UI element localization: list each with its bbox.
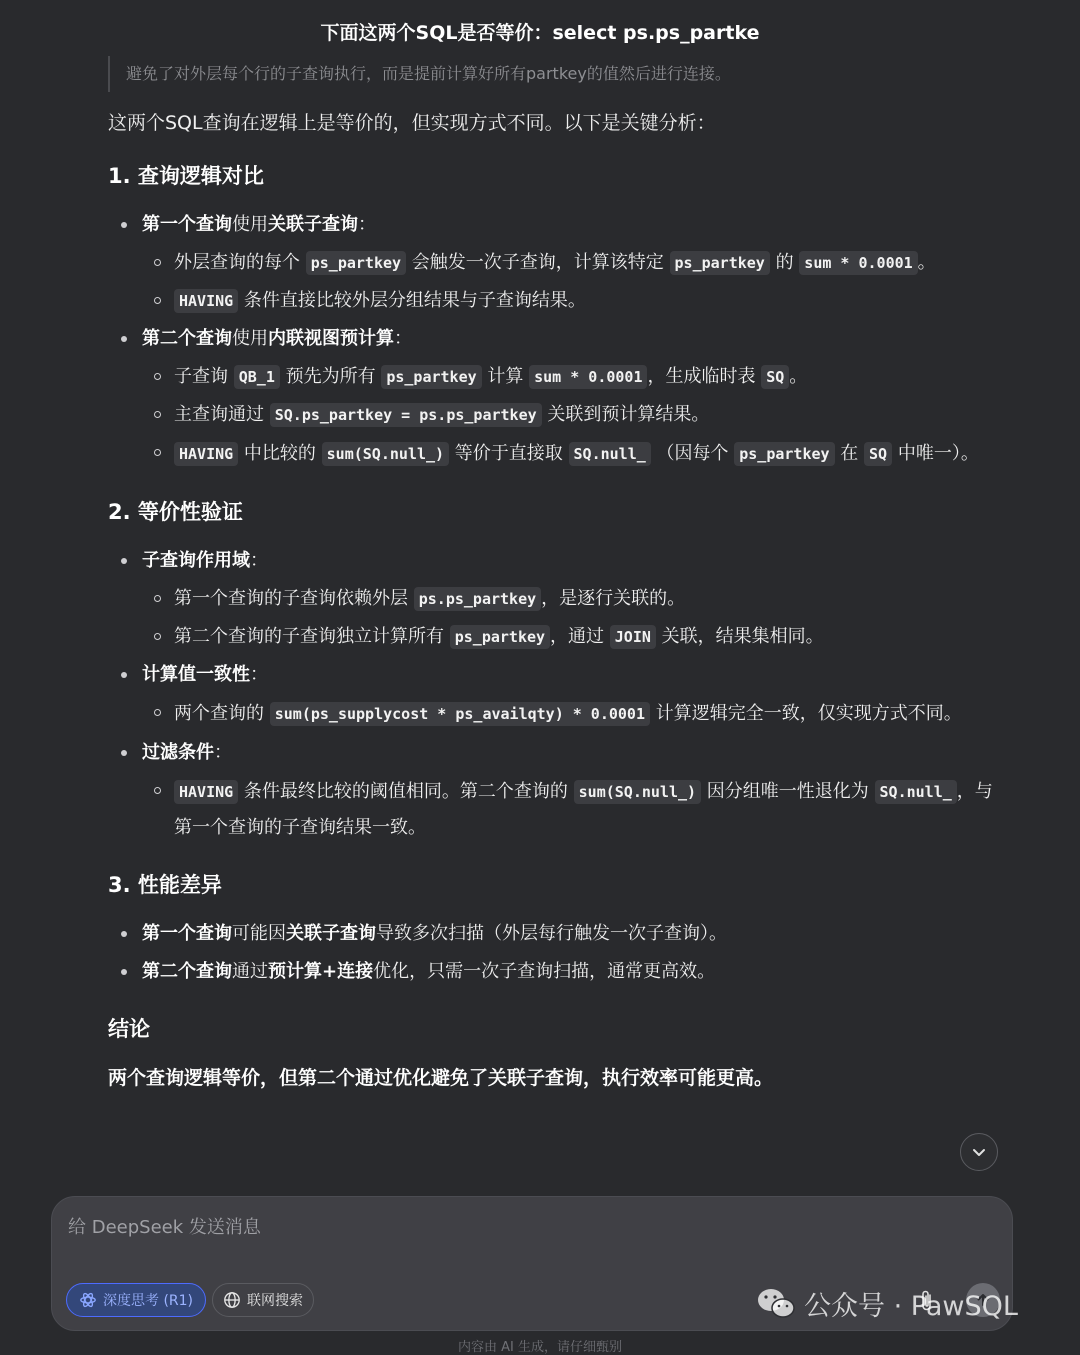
list-item: 第二个查询通过预计算+连接优化，只需一次子查询扫描，通常更高效。: [108, 953, 1008, 991]
web-search-label: 联网搜索: [247, 1293, 303, 1309]
watermark: [756, 1284, 1018, 1323]
message-input[interactable]: 给 DeepSeek 发送消息: [68, 1217, 261, 1238]
deep-think-button[interactable]: [66, 1283, 206, 1317]
web-search-button[interactable]: [212, 1283, 314, 1317]
section-1-heading: 1. 查询逻辑对比: [108, 164, 264, 188]
assistant-message: [108, 104, 1008, 1097]
list-item: 外层查询的每个 ps_partkey 会触发一次子查询，计算该特定 ps_partkey 的 sum * 0.0001 。: [108, 244, 1008, 282]
list-item: HAVING 条件最终比较的阈值相同。第二个查询的 sum(SQ.null_) 因分组唯一性退化为 SQ.null_ ，与第一个查询的子查询结果一致。: [108, 772, 1008, 847]
section-3-heading: 3. 性能差异: [108, 873, 222, 897]
wechat-icon: [756, 1287, 796, 1321]
list-item: 过滤条件：: [108, 734, 1008, 772]
intro-paragraph: 这两个SQL查询在逻辑上是等价的，但实现方式不同。以下是关键分析：: [108, 112, 716, 134]
list-item: HAVING 条件直接比较外层分组结果与子查询结果。: [108, 282, 1008, 320]
list-item: 第二个查询的子查询独立计算所有 ps_partkey ，通过 JOIN 关联，结果集相同。: [108, 618, 1008, 656]
conclusion-text: 两个查询逻辑等价，但第二个通过优化避免了关联子查询，执行效率可能更高。: [108, 1067, 774, 1089]
list-item: 计算值一致性：: [108, 656, 1008, 694]
list-item: 子查询作用域：: [108, 542, 1008, 580]
chat-title: 下面这两个SQL是否等价：select ps.ps_partke: [320, 22, 760, 44]
atom-icon: [79, 1291, 97, 1309]
deep-think-label: 深度思考 (R1): [103, 1293, 194, 1309]
watermark-text: 公众号 · PawSQL: [804, 1291, 1018, 1322]
globe-icon: [223, 1291, 241, 1309]
list-item: HAVING 中比较的 sum(SQ.null_) 等价于直接取 SQ.null_ （因每个 ps_partkey 在 SQ 中唯一）。: [108, 434, 1008, 474]
section-2-heading: 2. 等价性验证: [108, 500, 243, 524]
list-item: 第一个查询的子查询依赖外层 ps.ps_partkey ，是逐行关联的。: [108, 580, 1008, 618]
quoted-thinking-text: 避免了对外层每个行的子查询执行，而是提前计算好所有partkey的值然后进行连接。: [108, 56, 1026, 92]
list-item: 子查询 QB_1 预先为所有 ps_partkey 计算 sum * 0.0001 ，生成临时表 SQ 。: [108, 358, 1008, 396]
scroll-to-bottom-button[interactable]: [960, 1133, 998, 1171]
list-item: 第二个查询使用内联视图预计算：: [108, 320, 1008, 358]
list-item: 主查询通过 SQ.ps_partkey = ps.ps_partkey 关联到预计算结果。: [108, 396, 1008, 434]
list-item: 两个查询的 sum(ps_supplycost * ps_availqty) * 0.0001 计算逻辑完全一致，仅实现方式不同。: [108, 694, 1008, 734]
list-item: 第一个查询使用关联子查询：: [108, 206, 1008, 244]
chevron-down-icon: [970, 1143, 988, 1161]
disclaimer: 内容由 AI 生成，请仔细甄别: [458, 1340, 622, 1355]
list-item: 第一个查询可能因关联子查询导致多次扫描（外层每行触发一次子查询）。: [108, 915, 1008, 953]
conclusion-heading: 结论: [108, 1017, 150, 1041]
